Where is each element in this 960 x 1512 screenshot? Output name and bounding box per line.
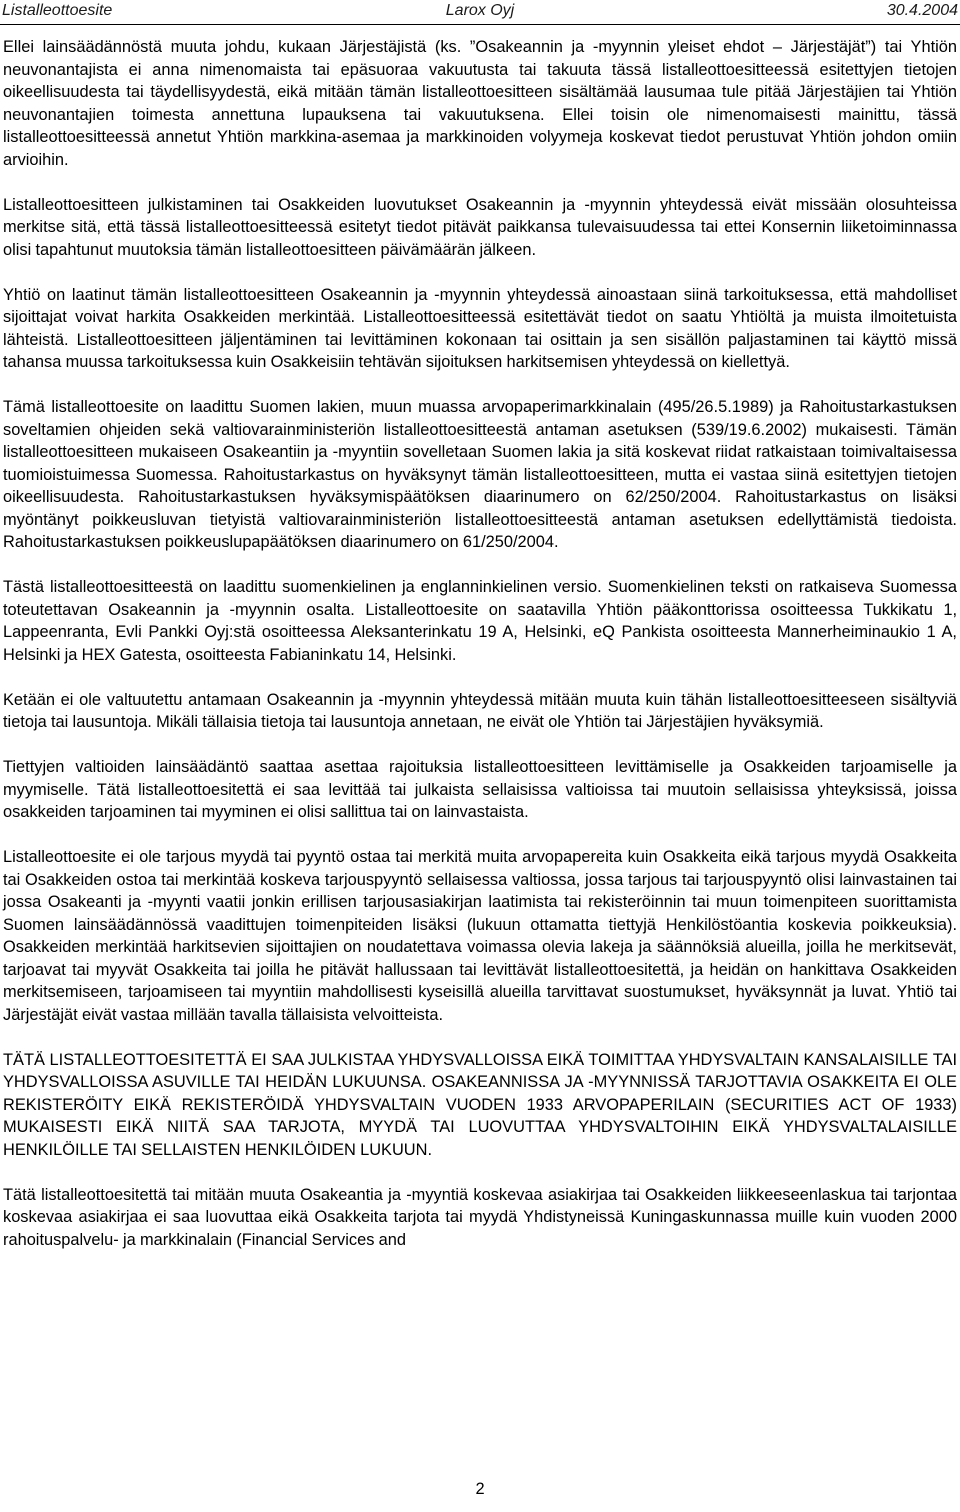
- page-number: 2: [475, 1480, 485, 1498]
- paragraph: Tätä listalleottoesitettä tai mitään muuta Osakeantia ja -myyntiä koskevaa asiakirjaa tai Osakkeiden liikkeeseenlaskua tai tarjontaa koskevaa asiakirjaa ei saa luovuttaa eikä Osakkeita tarjota tai myydä Yhdistyneissä Kuningaskunnassa muille kuin vuoden 2000 rahoituspalvelu- ja markkinalain (Financial Services and: [3, 1185, 957, 1249]
- paragraph: Tämä listalleottoesite on laadittu Suomen lakien, muun muassa arvopaperimarkkinalain (495/26.5.1989) ja Rahoitustarkastuksen soveltamien ohjeiden sekä valtiovarainministeriön listalleottoesitteestä antaman asetuksen (539/19.6.2002) mukaisesti. Tämän listalleottoesitteen mukaiseen Osakeantiin ja -myyntiin sovelletaan Suomen lakia ja sitä koskevat riidat ratkaistaan toimivaltaisessa tuomioistuimessa Suomessa. Rahoitustarkastus on hyväksynyt tämän listalleottoesitteen, mutta ei vastaa siinä esitettyjen tietojen oikeellisuudesta. Rahoitustarkastuksen hyväksymispäätöksen diaarinumero on 62/250/2004. Rahoitustarkastus on lisäksi myöntänyt poikkeusluvan tietyistä valtiovarainministeriön listalleottoesitteestä antaman asetuksen edellyttämistä tiedoista. Rahoitustarkastuksen poikkeuslupapäätöksen diaarinumero on 61/250/2004.: [3, 398, 957, 551]
- paragraph: Listalleottoesite ei ole tarjous myydä tai pyyntö ostaa tai merkitä muita arvopapereita kuin Osakkeita eikä tarjous myydä Osakkeita tai Osakkeiden ostoa tai merkintää koskeva tarjouspyyntö sellaisessa valtiossa, jossa tarjous tai tarjouspyyntö olisi lainvastainen tai jossa Osakeanti ja -myynti vaatii jonkin erillisen tarjousasiakirjan laatimista tai rekisteröinnin tai muun toimenpiteen suorittamista Suomen lainsäädännössä vaadittujen toimenpiteiden lisäksi (lukuun ottamatta tiettyjä Henkilöstöantia koskevia poikkeuksia). Osakkeiden merkintää harkitsevien sijoittajien on noudatettava voimassa olevia lakeja ja säännöksiä alueilla, joilla he merkitsevät, tarjoavat tai myyvät Osakkeita tai joilla he pitävät hallussaan tai levittävät listalleottoesitettä, ja heidän on hankittava Osakkeiden merkitsemiseen, tarjoamiseen tai myyntiin mahdollisesti kyseisillä alueilla tarvittavat suostumukset, hyväksynnät ja luvat. Yhtiö tai Järjestäjät eivät vastaa millään tavalla tällaisista velvoitteista.: [3, 848, 957, 1024]
- document-title: Listalleottoesite: [2, 2, 113, 19]
- paragraph: Listalleottoesitteen julkistaminen tai Osakkeiden luovutukset Osakeannin ja -myynnin yhteydessä eivät missään olosuhteissa merkitse sitä, että tässä listalleottoesitteessä esitetyt tiedot pitävät paikkansa tulevaisuudessa tai ettei Konsernin liiketoiminnassa olisi tapahtunut muutoksia tämän listalleottoesitteen päivämäärän jälkeen.: [3, 195, 957, 259]
- document-date: 30.4.2004: [886, 2, 958, 19]
- paragraph: Ellei lainsäädännöstä muuta johdu, kukaan Järjestäjistä (ks. ”Osakeannin ja -myynnin yleiset ehdot – Järjestäjät”) tai Yhtiön neuvonantajista ei anna nimenomaista tai epäsuoraa vakuutusta tai takuuta tässä listalleottoesitteessä esitettyjen tietojen oikeellisuudesta tai täydellisyydestä, eikä mitään tämän listalleottoesitteen sisältämää lausumaa tule pitää Järjestäjien tai Yhtiön neuvonantajien toimesta annettuna lupauksena tai vakuutuksena. Ellei toisin ole nimenomaisesti mainittu, tässä listalleottoesitteessä annetut Yhtiön markkina-asemaa ja markkinoiden volyymeja koskevat tiedot perustuvat Yhtiön johdon omiin arvioihin.: [3, 38, 957, 169]
- paragraph: Yhtiö on laatinut tämän listalleottoesitteen Osakeannin ja -myynnin yhteydessä ainoastaan siinä tarkoituksessa, että mahdolliset sijoittajat voivat harkita Osakkeiden merkintää. Listalleottoesitteessä esitettävät tiedot on saatu Yhtiöltä ja muista ilmoitetuista lähteistä. Listalleottoesitteen jäljentäminen tai levittäminen kokonaan tai osittain ja sen sisällön paljastaminen tai käyttö missä tahansa muussa tarkoituksessa kuin Osakkeisiin tehtävän sijoituksen harkitsemisen yhteydessä on kiellettyä.: [3, 285, 957, 371]
- paragraph: Ketään ei ole valtuutettu antamaan Osakeannin ja -myynnin yhteydessä mitään muuta kuin tähän listalleottoesitteeseen sisältyviä tietoja tai lausuntoja. Mikäli tällaisia tietoja tai lausuntoja annetaan, ne eivät ole Yhtiön tai Järjestäjien hyväksymiä.: [3, 690, 957, 731]
- page-body: [3, 36, 957, 1274]
- paragraph: TÄTÄ LISTALLEOTTOESITETTÄ EI SAA JULKISTAA YHDYSVALLOISSA EIKÄ TOIMITTAA YHDYSVALTAIN KANSALAISILLE TAI YHDYSVALLOISSA ASUVILLE TAI HEIDÄN LUKUUNSA. OSAKEANNISSA JA -MYYNNISSÄ TARJOTTAVIA OSAKKEITA EI OLE REKISTERÖITY EIKÄ REKISTERÖIDÄ YHDYSVALTAIN VUODEN 1933 ARVOPAPERILAIN (SECURITIES ACT OF 1933) MUKAISESTI EIKÄ NIITÄ SAA TARJOTA, MYYDÄ TAI LUOVUTTAA YHDYSVALTOIHIN EIKÄ YHDYSVALTALAISILLE HENKILÖILLE TAI SELLAISTEN HENKILÖIDEN LUKUUN.: [3, 1050, 957, 1159]
- page-header: [0, 0, 960, 28]
- header-rule: [0, 24, 960, 25]
- company-name: Larox Oyj: [445, 2, 515, 19]
- paragraph: Tästä listalleottoesitteestä on laadittu suomenkielinen ja englanninkielinen versio. Suomenkielinen teksti on ratkaiseva Suomessa toteutettavan Osakeannin ja -myynnin osalta. Listalleottoesite on saatavilla Yhtiön pääkonttorissa osoitteessa Tukkikatu 1, Lappeenranta, Evli Pankki Oyj:stä osoitteessa Aleksanterinkatu 19 A, Helsinki, eQ Pankista osoitteesta Mannerheiminaukio 1 A, Helsinki ja HEX Gatesta, osoitteesta Fabianinkatu 14, Helsinki.: [3, 578, 957, 664]
- paragraph: Tiettyjen valtioiden lainsäädäntö saattaa asettaa rajoituksia listalleottoesitteen levittämiselle ja Osakkeiden tarjoamiselle ja myymiselle. Tätä listalleottoesitettä ei saa levittää tai julkaista sellaisissa valtioissa tai muutoin sellaisissa yhteyksissä, joissa osakkeiden tarjoaminen tai myyminen ei olisi sallittua tai on lainvastaista.: [3, 758, 957, 821]
